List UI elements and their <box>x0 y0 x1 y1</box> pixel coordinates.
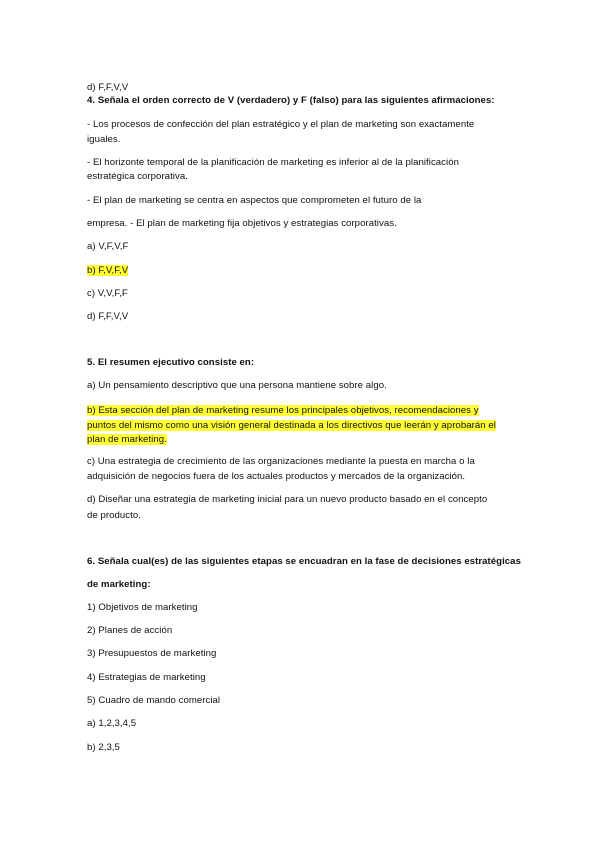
q5-option-c-line-1: c) Una estrategia de crecimiento de las organizaciones mediante la puesta en marcha o la <box>87 456 475 467</box>
q5-option-c-line-2: adquisición de negocios fuera de los actuales productos y mercados de la organización. <box>87 471 466 482</box>
q5-option-d-line-1: d) Diseñar una estrategia de marketing inicial para un nuevo producto basado en el concepto <box>87 494 488 505</box>
q6-item-1: 1) Objetivos de marketing <box>87 602 198 613</box>
q5-option-b-line-1: b) Esta sección del plan de marketing resume los principales objetivos, recomendaciones y <box>87 405 479 416</box>
q4-option-c: c) V,V,F,F <box>87 288 128 299</box>
q6-item-4: 4) Estrategias de marketing <box>87 672 206 683</box>
q5-option-b-line-2: puntos del mismo como una visión general destinada a los directivos que leerán y aprobarán el <box>87 420 496 431</box>
q6-item-3: 3) Presupuestos de marketing <box>87 648 217 659</box>
q5-question: 5. El resumen ejecutivo consiste en: <box>87 357 255 368</box>
q4-statement-2-line-2: estratégica corporativa. <box>87 171 188 182</box>
q5-option-a: a) Un pensamiento descriptivo que una persona mantiene sobre algo. <box>87 380 387 391</box>
q4-option-b-highlighted: b) F,V,F,V <box>87 265 129 276</box>
q4-option-d: d) F,F,V,V <box>87 311 129 322</box>
q3-option-d: d) F,F,V,V <box>87 82 129 93</box>
q4-statement-3-line-1: - El plan de marketing se centra en aspectos que comprometen el futuro de la <box>87 195 422 206</box>
q6-item-2: 2) Planes de acción <box>87 625 173 636</box>
q4-statement-1-line-2: iguales. <box>87 134 121 145</box>
q4-statement-1-line-1: - Los procesos de confección del plan estratégico y el plan de marketing son exactamente <box>87 119 475 130</box>
q6-option-b: b) 2,3,5 <box>87 742 120 753</box>
q6-option-a: a) 1,2,3,4,5 <box>87 718 137 729</box>
q4-option-a: a) V,F,V,F <box>87 241 129 252</box>
q4-statement-2-line-1: - El horizonte temporal de la planificación de marketing es inferior al de la planificación <box>87 157 459 168</box>
q5-option-b-line-3: plan de marketing. <box>87 434 167 445</box>
q5-option-d-line-2: de producto. <box>87 510 141 521</box>
q6-question-line-1: 6. Señala cual(es) de las siguientes etapas se encuadran en la fase de decisiones estratégicas <box>87 556 521 567</box>
q4-statement-3-line-2: empresa. - El plan de marketing fija objetivos y estrategias corporativas. <box>87 218 397 229</box>
q6-question-line-2: de marketing: <box>87 579 151 590</box>
q4-question: 4. Señala el orden correcto de V (verdadero) y F (falso) para las siguientes afirmaciones: <box>87 95 495 106</box>
q6-item-5: 5) Cuadro de mando comercial <box>87 695 221 706</box>
